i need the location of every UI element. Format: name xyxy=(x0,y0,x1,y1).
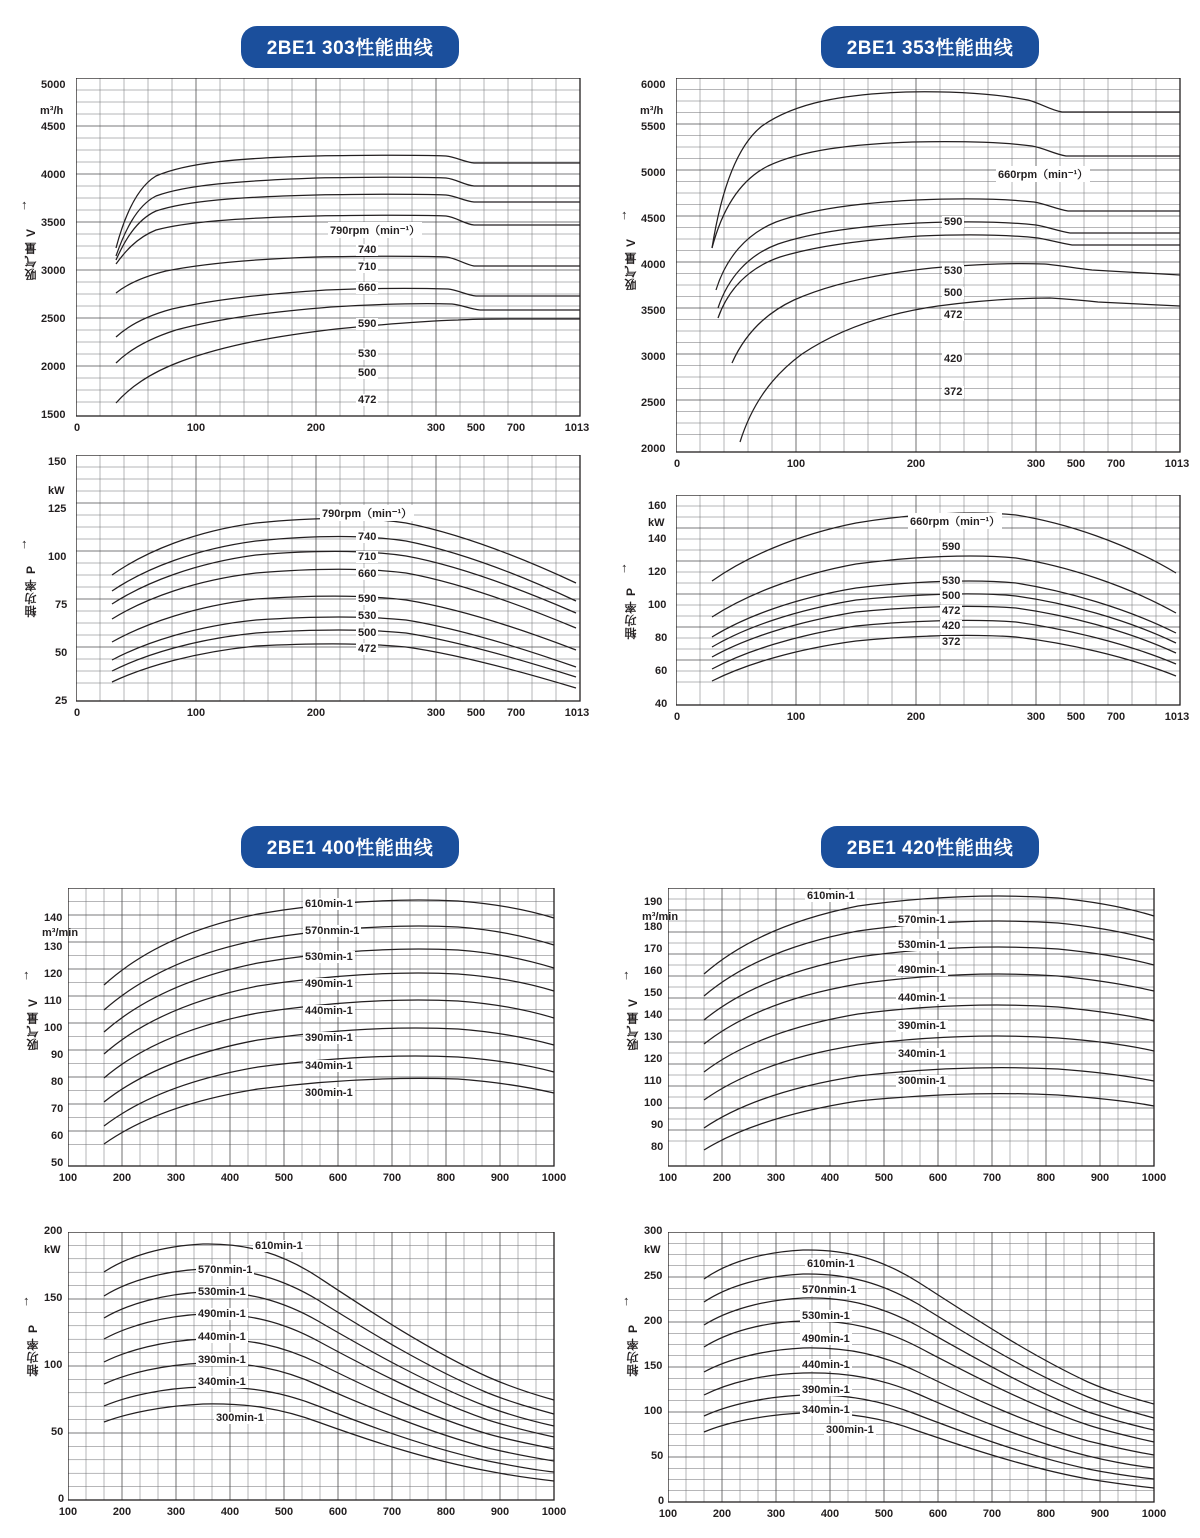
chart-420-v-ytick-120: 120 xyxy=(644,1053,663,1065)
chart-420-p-yarrow: ↑ xyxy=(623,1293,630,1308)
chart-400-p-ylabel: 轴功率 P xyxy=(26,1324,40,1377)
chart-420-p-unit: kW xyxy=(644,1244,661,1256)
chart-353-p-xtick-1013: 1013 xyxy=(1164,711,1190,723)
chart-400-v-ytick-130: 130 xyxy=(44,941,63,953)
chart-353-v-label-530: 530 xyxy=(944,265,963,277)
chart-420-p-ytick-50: 50 xyxy=(651,1450,664,1462)
chart-420-p-ytick-150: 150 xyxy=(644,1360,663,1372)
chart-420-v-label-530: 530min-1 xyxy=(898,939,946,951)
chart-303-v-label-530: 530 xyxy=(358,348,377,360)
chart-400-v-ytick-50: 50 xyxy=(51,1157,64,1169)
chart-400-p-unit: kW xyxy=(44,1244,61,1256)
chart-353-v-ytick-2500: 2500 xyxy=(641,397,666,409)
chart-400-p xyxy=(0,1212,600,1518)
chart-353-v-ytick-3500: 3500 xyxy=(641,305,666,317)
chart-400-p-label-490: 490min-1 xyxy=(198,1308,246,1320)
chart-400-p-xtick-300: 300 xyxy=(166,1506,186,1518)
chart-400-p-label-570: 570nmin-1 xyxy=(198,1264,253,1276)
chart-400-v-label-610: 610min-1 xyxy=(305,898,353,910)
panel-title-353-label: 2BE1 353性能曲线 xyxy=(821,26,1040,68)
chart-400-v-xtick-900: 900 xyxy=(490,1172,510,1184)
chart-353-p-ytick-60: 60 xyxy=(655,665,668,677)
chart-353-v-xtick-0: 0 xyxy=(673,458,681,470)
chart-400-v-label-570: 570nmin-1 xyxy=(305,925,360,937)
chart-353-p-label-660: 660rpm（min⁻¹） xyxy=(908,513,1002,529)
chart-353-v-label-590: 590 xyxy=(944,216,963,228)
chart-303-v-label-740: 740 xyxy=(358,244,377,256)
chart-420-p-label-340: 340min-1 xyxy=(802,1404,850,1416)
panel-title-400-label: 2BE1 400性能曲线 xyxy=(241,826,460,868)
chart-400-v-label-440: 440min-1 xyxy=(305,1005,353,1017)
chart-353-v-label-500: 500 xyxy=(944,287,963,299)
chart-353-p-ytick-160: 160 xyxy=(648,500,667,512)
chart-420-v-ytick-90: 90 xyxy=(651,1119,664,1131)
chart-303-v-xtick-200: 200 xyxy=(306,422,326,434)
chart-400-p-xtick-100: 100 xyxy=(58,1506,78,1518)
chart-353-v-ylabel: 吸气量 V xyxy=(624,238,638,291)
chart-400-v-ytick-110: 110 xyxy=(44,995,62,1007)
chart-353-p-xtick-300: 300 xyxy=(1026,711,1046,723)
chart-353-v-xtick-1013: 1013 xyxy=(1164,458,1190,470)
chart-353-p-label-472: 472 xyxy=(942,605,961,617)
chart-353-v-ytick-4500: 4500 xyxy=(641,213,666,225)
chart-400-p-xtick-200: 200 xyxy=(112,1506,132,1518)
chart-353-v-unit: m³/h xyxy=(640,105,664,117)
chart-303-p-label-740: 740 xyxy=(358,531,377,543)
chart-420-p-label-530: 530min-1 xyxy=(802,1310,850,1322)
chart-420-v-label-570: 570min-1 xyxy=(898,914,946,926)
chart-303-p-yarrow: ↑ xyxy=(21,536,28,551)
chart-420-v-label-440: 440min-1 xyxy=(898,992,946,1004)
chart-420-v-xtick-600: 600 xyxy=(928,1172,948,1184)
chart-420-v-ytick-180: 180 xyxy=(644,921,663,933)
chart-303-v-ytick-4000: 4000 xyxy=(41,169,66,181)
chart-303-p-xtick-700: 700 xyxy=(506,707,526,719)
chart-400-p-label-300: 300min-1 xyxy=(216,1412,264,1424)
chart-400-p-ytick-200: 200 xyxy=(44,1225,63,1237)
chart-353-p-xtick-500: 500 xyxy=(1066,711,1086,723)
panel-title-420-label: 2BE1 420性能曲线 xyxy=(821,826,1040,868)
chart-353-p-label-420: 420 xyxy=(942,620,961,632)
chart-400-p-label-340: 340min-1 xyxy=(198,1376,246,1388)
chart-303-p-ylabel: 轴功率 P xyxy=(24,565,38,618)
chart-353-v xyxy=(600,78,1200,468)
chart-400-v-xtick-500: 500 xyxy=(274,1172,294,1184)
chart-420-p-ytick-100: 100 xyxy=(644,1405,663,1417)
chart-400-v-xtick-700: 700 xyxy=(382,1172,402,1184)
chart-303-v-ytick-3500: 3500 xyxy=(41,217,66,229)
chart-420-v-ytick-100: 100 xyxy=(644,1097,663,1109)
chart-420-v-unit: m³/min xyxy=(642,911,679,923)
chart-353-v-label-472: 472 xyxy=(944,309,963,321)
chart-400-v-ytick-80: 80 xyxy=(51,1076,64,1088)
chart-420-v-xtick-700: 700 xyxy=(982,1172,1002,1184)
chart-420-p-label-610: 610min-1 xyxy=(807,1258,855,1270)
chart-353-p-xtick-0: 0 xyxy=(673,711,681,723)
chart-303-v-xtick-1013: 1013 xyxy=(564,422,590,434)
chart-353-p-ytick-120: 120 xyxy=(648,566,667,578)
chart-303-p-label-500: 500 xyxy=(358,627,377,639)
chart-400-v-ytick-100: 100 xyxy=(44,1022,63,1034)
chart-353-p-yarrow: ↑ xyxy=(621,560,628,575)
chart-353-v-xtick-100: 100 xyxy=(786,458,806,470)
chart-420-p-xtick-900: 900 xyxy=(1090,1508,1110,1520)
chart-400-v-label-530: 530min-1 xyxy=(305,951,353,963)
chart-353-p-ytick-40: 40 xyxy=(655,698,668,710)
chart-303-v-xtick-500: 500 xyxy=(466,422,486,434)
chart-303-v-label-590: 590 xyxy=(358,318,377,330)
chart-400-v-xtick-1000: 1000 xyxy=(541,1172,567,1184)
chart-420-v-label-390: 390min-1 xyxy=(898,1020,946,1032)
chart-303-p-xtick-1013: 1013 xyxy=(564,707,590,719)
chart-303-v-xtick-0: 0 xyxy=(73,422,81,434)
chart-400-v-ytick-90: 90 xyxy=(51,1049,64,1061)
chart-303-p-label-790: 790rpm（min⁻¹） xyxy=(320,505,414,521)
chart-420-p-label-570: 570nmin-1 xyxy=(802,1284,857,1296)
chart-353-v-ytick-5500: 5500 xyxy=(641,121,666,133)
chart-400-p-xtick-800: 800 xyxy=(436,1506,456,1518)
chart-420-v xyxy=(600,880,1200,1184)
panel-title-400 xyxy=(140,826,560,868)
chart-303-p-xtick-100: 100 xyxy=(186,707,206,719)
chart-420-p-label-390: 390min-1 xyxy=(802,1384,850,1396)
chart-420-v-ytick-170: 170 xyxy=(644,943,663,955)
chart-420-v-xtick-900: 900 xyxy=(1090,1172,1110,1184)
chart-353-v-xtick-300: 300 xyxy=(1026,458,1046,470)
chart-420-v-xtick-400: 400 xyxy=(820,1172,840,1184)
chart-353-p-label-372: 372 xyxy=(942,636,961,648)
chart-400-v-xtick-800: 800 xyxy=(436,1172,456,1184)
chart-303-v-ytick-2500: 2500 xyxy=(41,313,66,325)
chart-420-p-ylabel: 轴功率 P xyxy=(626,1324,640,1377)
chart-400-v-label-490: 490min-1 xyxy=(305,978,353,990)
chart-353-p xyxy=(600,495,1200,723)
chart-400-v-xtick-300: 300 xyxy=(166,1172,186,1184)
chart-400-p-label-440: 440min-1 xyxy=(198,1331,246,1343)
chart-400-v-ytick-140: 140 xyxy=(44,912,63,924)
chart-420-v-yarrow: ↑ xyxy=(623,967,630,982)
chart-420-v-xtick-500: 500 xyxy=(874,1172,894,1184)
chart-420-p-label-490: 490min-1 xyxy=(802,1333,850,1345)
chart-353-p-label-500: 500 xyxy=(942,590,961,602)
chart-400-p-label-530: 530min-1 xyxy=(198,1286,246,1298)
chart-420-v-ytick-190: 190 xyxy=(644,896,663,908)
chart-400-v-label-390: 390min-1 xyxy=(305,1032,353,1044)
chart-420-p-xtick-500: 500 xyxy=(874,1508,894,1520)
chart-400-p-ytick-150: 150 xyxy=(44,1292,63,1304)
chart-400-p-label-390: 390min-1 xyxy=(198,1354,246,1366)
chart-420-p-label-440: 440min-1 xyxy=(802,1359,850,1371)
chart-303-v-yarrow: ↑ xyxy=(21,197,28,212)
chart-420-p-xtick-400: 400 xyxy=(820,1508,840,1520)
chart-400-v-xtick-600: 600 xyxy=(328,1172,348,1184)
chart-420-p-ytick-250: 250 xyxy=(644,1270,663,1282)
chart-303-p-ytick-150: 150 xyxy=(48,456,67,468)
chart-353-p-label-590: 590 xyxy=(942,541,961,553)
chart-303-v-ylabel: 吸气量 V xyxy=(24,228,38,281)
chart-420-v-ytick-150: 150 xyxy=(644,987,663,999)
chart-353-v-xtick-200: 200 xyxy=(906,458,926,470)
chart-400-p-yarrow: ↑ xyxy=(23,1293,30,1308)
chart-420-p-ytick-200: 200 xyxy=(644,1315,663,1327)
chart-420-p-xtick-300: 300 xyxy=(766,1508,786,1520)
chart-420-v-label-300: 300min-1 xyxy=(898,1075,946,1087)
chart-420-v-xtick-100: 100 xyxy=(658,1172,678,1184)
chart-353-v-ytick-2000: 2000 xyxy=(641,443,666,455)
chart-400-v-ytick-120: 120 xyxy=(44,968,63,980)
chart-303-v-ytick-5000: 5000 xyxy=(41,79,66,91)
chart-420-v-xtick-200: 200 xyxy=(712,1172,732,1184)
chart-420-v-ytick-130: 130 xyxy=(644,1031,663,1043)
chart-303-p-ytick-25: 25 xyxy=(55,695,68,707)
chart-420-p-xtick-100: 100 xyxy=(658,1508,678,1520)
chart-303-v xyxy=(0,78,600,434)
chart-420-p-xtick-1000: 1000 xyxy=(1141,1508,1167,1520)
chart-420-p-label-300: 300min-1 xyxy=(826,1424,874,1436)
chart-353-v-ytick-4000: 4000 xyxy=(641,259,666,271)
chart-303-p-ytick-100: 100 xyxy=(48,551,67,563)
chart-353-p-ytick-80: 80 xyxy=(655,632,668,644)
chart-400-v-ytick-60: 60 xyxy=(51,1130,64,1142)
chart-303-p xyxy=(0,455,600,719)
chart-400-p-xtick-700: 700 xyxy=(382,1506,402,1518)
chart-353-v-label-660: 660rpm（min⁻¹） xyxy=(996,166,1090,182)
chart-303-v-label-472: 472 xyxy=(358,394,377,406)
chart-303-v-ytick-2000: 2000 xyxy=(41,361,66,373)
chart-353-v-label-372: 372 xyxy=(944,386,963,398)
chart-400-v-ylabel: 吸气量 V xyxy=(26,998,40,1051)
chart-420-p-ytick-0: 0 xyxy=(658,1495,665,1507)
chart-353-v-ytick-6000: 6000 xyxy=(641,79,666,91)
chart-303-v-label-500: 500 xyxy=(358,367,377,379)
panel-title-420 xyxy=(720,826,1140,868)
chart-400-p-ytick-0: 0 xyxy=(58,1493,65,1505)
chart-420-p-xtick-700: 700 xyxy=(982,1508,1002,1520)
chart-400-p-xtick-1000: 1000 xyxy=(541,1506,567,1518)
chart-303-p-ytick-125: 125 xyxy=(48,503,67,515)
chart-400-p-xtick-400: 400 xyxy=(220,1506,240,1518)
chart-420-v-ytick-80: 80 xyxy=(651,1141,664,1153)
chart-353-p-xtick-200: 200 xyxy=(906,711,926,723)
chart-420-v-label-610: 610min-1 xyxy=(807,890,855,902)
chart-303-v-unit: m³/h xyxy=(40,105,64,117)
chart-420-v-ytick-160: 160 xyxy=(644,965,663,977)
chart-353-p-ytick-100: 100 xyxy=(648,599,667,611)
chart-353-v-xtick-500: 500 xyxy=(1066,458,1086,470)
chart-353-v-ytick-3000: 3000 xyxy=(641,351,666,363)
chart-353-p-xtick-700: 700 xyxy=(1106,711,1126,723)
chart-353-v-label-420: 420 xyxy=(944,353,963,365)
chart-420-v-ytick-140: 140 xyxy=(644,1009,663,1021)
chart-303-p-label-660: 660 xyxy=(358,568,377,580)
chart-303-v-ytick-4500: 4500 xyxy=(41,121,66,133)
chart-303-v-ytick-1500: 1500 xyxy=(41,409,66,421)
chart-400-p-label-610: 610min-1 xyxy=(255,1240,303,1252)
chart-353-v-yarrow: ↑ xyxy=(621,207,628,222)
chart-400-v-xtick-400: 400 xyxy=(220,1172,240,1184)
chart-400-v-xtick-200: 200 xyxy=(112,1172,132,1184)
chart-353-p-unit: kW xyxy=(648,517,665,529)
chart-420-p-ytick-300: 300 xyxy=(644,1225,663,1237)
chart-400-v-label-340: 340min-1 xyxy=(305,1060,353,1072)
chart-353-p-ylabel: 轴功率 P xyxy=(624,587,638,640)
chart-420-v-xtick-300: 300 xyxy=(766,1172,786,1184)
chart-420-v-label-340: 340min-1 xyxy=(898,1048,946,1060)
chart-353-v-xtick-700: 700 xyxy=(1106,458,1126,470)
chart-420-p-xtick-800: 800 xyxy=(1036,1508,1056,1520)
chart-420-p-xtick-600: 600 xyxy=(928,1508,948,1520)
chart-400-v-ytick-70: 70 xyxy=(51,1103,64,1115)
chart-400-v-label-300: 300min-1 xyxy=(305,1087,353,1099)
chart-303-v-xtick-300: 300 xyxy=(426,422,446,434)
chart-420-v-ylabel: 吸气量 V xyxy=(626,998,640,1051)
chart-303-v-xtick-100: 100 xyxy=(186,422,206,434)
chart-303-v-ytick-3000: 3000 xyxy=(41,265,66,277)
chart-400-v-unit: m³/min xyxy=(42,927,79,939)
chart-303-p-xtick-500: 500 xyxy=(466,707,486,719)
chart-400-v-xtick-100: 100 xyxy=(58,1172,78,1184)
chart-400-v-yarrow: ↑ xyxy=(23,967,30,982)
chart-303-p-xtick-300: 300 xyxy=(426,707,446,719)
chart-303-v-xtick-700: 700 xyxy=(506,422,526,434)
chart-303-p-unit: kW xyxy=(48,485,65,497)
chart-400-p-xtick-600: 600 xyxy=(328,1506,348,1518)
chart-420-p xyxy=(600,1212,1200,1520)
chart-303-p-ytick-75: 75 xyxy=(55,599,68,611)
chart-420-v-label-490: 490min-1 xyxy=(898,964,946,976)
chart-303-p-label-472: 472 xyxy=(358,643,377,655)
chart-400-v xyxy=(0,880,600,1184)
chart-303-v-label-790: 790rpm（min⁻¹） xyxy=(328,222,422,238)
chart-303-v-label-660: 660 xyxy=(358,282,377,294)
panel-title-303-label: 2BE1 303性能曲线 xyxy=(241,26,460,68)
chart-303-v-label-710: 710 xyxy=(358,261,377,273)
chart-303-p-xtick-0: 0 xyxy=(73,707,81,719)
chart-400-p-ytick-50: 50 xyxy=(51,1426,64,1438)
chart-353-v-ytick-5000: 5000 xyxy=(641,167,666,179)
chart-400-p-xtick-900: 900 xyxy=(490,1506,510,1518)
chart-353-p-label-530: 530 xyxy=(942,575,961,587)
chart-400-p-xtick-500: 500 xyxy=(274,1506,294,1518)
chart-303-p-ytick-50: 50 xyxy=(55,647,68,659)
chart-420-p-xtick-200: 200 xyxy=(712,1508,732,1520)
chart-303-p-label-590: 590 xyxy=(358,593,377,605)
chart-420-v-xtick-800: 800 xyxy=(1036,1172,1056,1184)
chart-420-v-ytick-110: 110 xyxy=(644,1075,662,1087)
chart-353-p-xtick-100: 100 xyxy=(786,711,806,723)
chart-303-p-label-530: 530 xyxy=(358,610,377,622)
panel-title-303 xyxy=(140,26,560,68)
chart-420-v-xtick-1000: 1000 xyxy=(1141,1172,1167,1184)
chart-303-p-label-710: 710 xyxy=(358,551,377,563)
panel-title-353 xyxy=(720,26,1140,68)
chart-353-p-ytick-140: 140 xyxy=(648,533,667,545)
chart-303-p-xtick-200: 200 xyxy=(306,707,326,719)
chart-400-p-ytick-100: 100 xyxy=(44,1359,63,1371)
